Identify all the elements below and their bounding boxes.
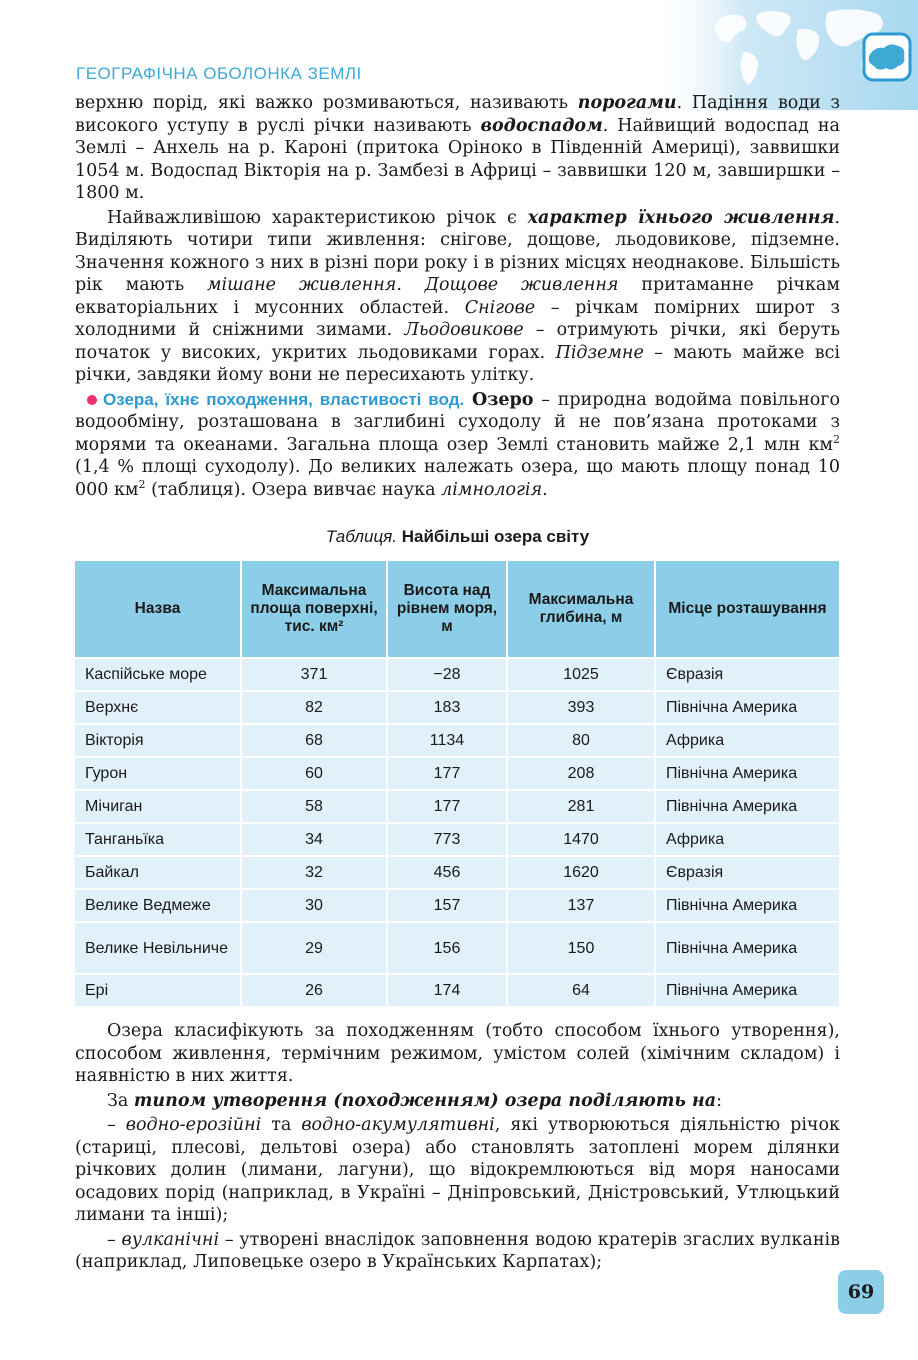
origin-types-intro: За типом утворення (походженням) озера поділяють на: xyxy=(107,1090,722,1111)
column-header: Максимальна глибина, м xyxy=(507,561,655,658)
lake-elevation: 773 xyxy=(387,823,507,856)
term-feeding-character: характер їхнього живлення xyxy=(527,207,835,228)
lake-area: 30 xyxy=(241,889,387,922)
table-row xyxy=(75,790,839,823)
origin-type-erosion: – водно-ерозійні та водно-акумулятивні, які утворюються діяльністю річок (стариці, плесові, дельтові озера) або становлять затоплені морем ділянки річкових долин (лимани, лагуни), що відокремлюються від моря наносами осадових порід (наприклад, в Україні – Дніпровський, Дністровський, Утлюцький лимани та інші); xyxy=(75,1115,840,1225)
column-header: Максимальна площа поверхні, тис. км² xyxy=(241,561,387,658)
table-row xyxy=(75,691,839,724)
page-number: 69 xyxy=(838,1270,884,1314)
lake-area: 68 xyxy=(241,724,387,757)
column-header: Висота над рівнем моря, м xyxy=(387,561,507,658)
lake-depth: 137 xyxy=(507,889,655,922)
lake-location: Євразія xyxy=(655,658,839,691)
term-volcanic: вулканічні xyxy=(121,1229,220,1250)
term-water-accumulation: водно-акумулятивні xyxy=(301,1115,495,1135)
lake-location: Північна Америка xyxy=(655,974,839,1006)
term-rain-feeding: Дощове живлення xyxy=(424,275,619,295)
table-row xyxy=(75,658,839,691)
lake-elevation: 174 xyxy=(387,974,507,1006)
term-snow-feeding: Снігове xyxy=(464,297,536,318)
lake-area: 32 xyxy=(241,856,387,889)
lake-area: 58 xyxy=(241,790,387,823)
table-row xyxy=(75,757,839,790)
lake-elevation: 157 xyxy=(387,889,507,922)
term-waterfall: водоспадом xyxy=(480,115,603,136)
term-water-erosion: водно-ерозійні xyxy=(125,1115,262,1135)
section-lakes-paragraph: Озера, їхнє походження, властивості вод. Озеро – природна водойма повільного водообміну, розташована в заглибині суходолу й не пов’язана протоками з морями та океанами. Загальна площа озер Землі становить майже 2,1 млн $км^2$ (1,4 % площі суходолу). До великих належать озера, що мають площу понад 10 000 $км^2$ (таблиця). Озера вивчає наука лімнологія. xyxy=(75,389,840,500)
lake-location: Північна Америка xyxy=(655,889,839,922)
lake-area: 34 xyxy=(241,823,387,856)
term-mixed-feeding: мішане живлення xyxy=(206,275,397,295)
running-title: ГЕОГРАФІЧНА ОБОЛОНКА ЗЕМЛІ xyxy=(76,64,362,83)
lake-elevation: 156 xyxy=(387,922,507,974)
lake-name: Велике Ведмеже xyxy=(75,889,241,922)
table-header-row xyxy=(75,561,839,658)
table-row xyxy=(75,974,839,1006)
table-row xyxy=(75,724,839,757)
lake-name: Верхнє xyxy=(75,691,241,724)
intro-paragraph-feeding: Найважливішою характеристикою річок є характер їхнього живлення. Виділяють чотири типи живлення: снігове, дощове, льодовикове, підземне. Значення кожного з них в різні пори року і в різних місцях неоднакове. Більшість рік мають мішане живлення. Дощове живлення притаманне річкам екваторіальних і мусонних областей. Снігове – річкам помірних широт з холодними й сніжними зимами. Льодовикове – отримують річки, які беруть початок у високих, укритих льодовиками горах. Підземне – мають майже всі річки, завдяки йому вони не пересихають улітку. xyxy=(75,207,841,385)
lake-depth: 1620 xyxy=(507,856,655,889)
lake-location: Африка xyxy=(655,724,839,757)
lake-depth: 150 xyxy=(507,922,655,974)
lake-area: 26 xyxy=(241,974,387,1006)
lake-depth: 393 xyxy=(507,691,655,724)
lake-location: Північна Америка xyxy=(655,790,839,823)
table-caption: Таблиця. Найбільші озера світу xyxy=(325,527,590,546)
table-row xyxy=(75,856,839,889)
table-row xyxy=(75,823,839,856)
lake-name: Гурон xyxy=(75,757,241,790)
classification-paragraph: Озера класифікують за походженням (тобто способом їхнього утворення), способом живлення, термічним режимом, умістом солей (хімічним складом) і наявністю в них життя. xyxy=(75,1021,840,1086)
ukraine-map-icon xyxy=(864,34,910,80)
term-glacier-feeding: Льодовикове xyxy=(404,320,524,340)
lake-depth: 1470 xyxy=(507,823,655,856)
lake-name: Байкал xyxy=(75,856,241,889)
lake-name: Велике Невільниче xyxy=(75,922,241,974)
lake-location: Північна Америка xyxy=(655,922,839,974)
lake-depth: 64 xyxy=(507,974,655,1006)
term-ground-feeding: Підземне xyxy=(555,342,644,363)
section-heading: Озера, їхнє походження, властивості вод. xyxy=(103,389,465,409)
lake-area: 60 xyxy=(241,757,387,790)
lake-elevation: 456 xyxy=(387,856,507,889)
lake-location: Євразія xyxy=(655,856,839,889)
term-origin-type: типом утворення (походженням) озера поділяють на xyxy=(133,1090,717,1111)
lake-area: 82 xyxy=(241,691,387,724)
lake-name: Танганьїка xyxy=(75,823,241,856)
origin-type-volcanic: – вулканічні – утворені внаслідок заповнення водою кратерів згаслих вулканів (наприклад, Липовецьке озеро в Українських Карпатах); xyxy=(75,1229,840,1272)
lake-depth: 208 xyxy=(507,757,655,790)
lake-name: Каспійське море xyxy=(75,658,241,691)
bullet-icon xyxy=(87,395,97,405)
lake-location: Північна Америка xyxy=(655,757,839,790)
lake-name: Мічиган xyxy=(75,790,241,823)
table-row xyxy=(75,922,839,974)
lake-area: 29 xyxy=(241,922,387,974)
intro-paragraph-waterfalls: верхню порід, які важко розмиваються, називають порогами. Падіння води з високого уступу в руслі річки називають водоспадом. Найвищий водоспад на Землі – Анхель на р. Кароні (притока Оріноко в Південній Америці), заввишки 1054 м. Водоспад Вікторія на р. Замбезі в Африці – заввишки 120 м, завширшки – 1800 м. xyxy=(75,93,840,203)
lake-name: Ері xyxy=(75,974,241,1006)
term-lake: Озеро xyxy=(471,389,534,410)
lake-elevation: 183 xyxy=(387,691,507,724)
lake-name: Вікторія xyxy=(75,724,241,757)
lake-location: Північна Америка xyxy=(655,691,839,724)
lakes-table xyxy=(75,561,839,1006)
lake-elevation: 1134 xyxy=(387,724,507,757)
lake-depth: 80 xyxy=(507,724,655,757)
term-rapids: порогами xyxy=(577,93,677,113)
lake-elevation: −28 xyxy=(387,658,507,691)
lake-depth: 1025 xyxy=(507,658,655,691)
lake-area: 371 xyxy=(241,658,387,691)
column-header: Назва xyxy=(75,561,241,658)
lake-elevation: 177 xyxy=(387,757,507,790)
term-limnology: лімнологія xyxy=(441,479,543,500)
lake-location: Африка xyxy=(655,823,839,856)
page-content xyxy=(75,92,840,1274)
table-row xyxy=(75,889,839,922)
lake-elevation: 177 xyxy=(387,790,507,823)
column-header: Місце розташування xyxy=(655,561,839,658)
lake-depth: 281 xyxy=(507,790,655,823)
